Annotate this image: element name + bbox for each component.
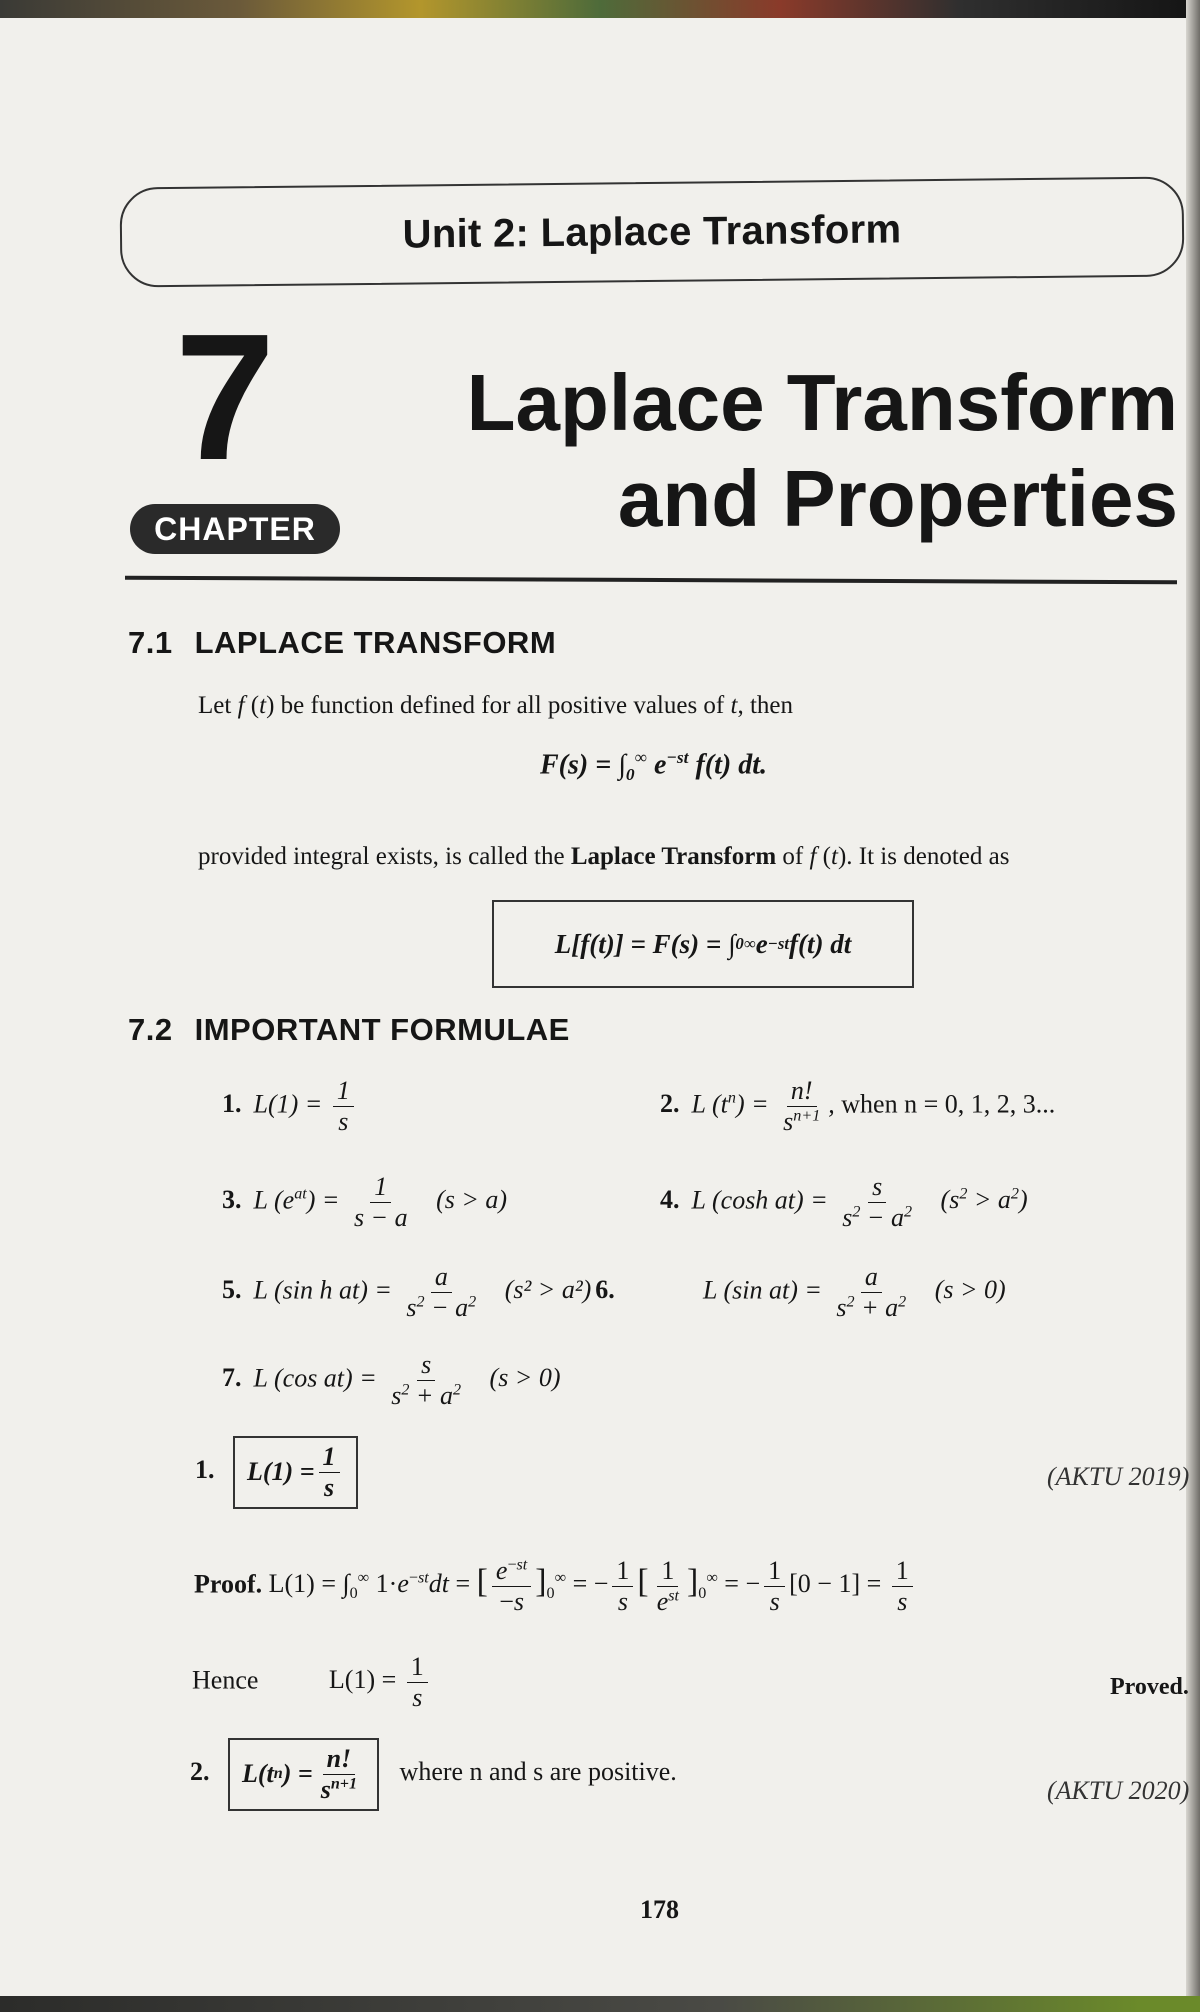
aktu-2020-tag: (AKTU 2020) [1047,1776,1190,1805]
formula-4: 4. L (cosh at) = $\frac{s}{s^2 - a^2}$ $(s^2 > a^2)$ [660,1172,1028,1232]
laplace-definition-formula: $F(s) = \int_0^\infty$ $e^{-st}$ f(t) dt. [540,748,768,784]
scan-top-edge [0,0,1200,18]
page-number: 178 [640,1895,679,1924]
hence-line: Hence L(1) = $\frac{1}{s}$ [192,1652,432,1713]
proved-label: Proved. [1110,1674,1189,1700]
section-number: 7.2 [128,1012,173,1047]
scan-right-edge [1186,0,1200,2012]
chapter-title-line2: and Properties [617,454,1178,543]
scan-bottom-edge [0,1996,1200,2012]
chapter-title-line1: Laplace Transform [466,358,1178,447]
unit-banner-text: Unit 2: Laplace Transform [402,206,902,257]
section-heading-7-1 [128,625,556,661]
formula-7: 7. L (cos at) = $\frac{s}{s^2 + a^2}$ (s > 0) [222,1350,561,1410]
section-title: LAPLACE TRANSFORM [194,625,557,660]
section-heading-7-2 [128,1012,570,1048]
chapter-divider [125,576,1177,585]
section-title: IMPORTANT FORMULAE [194,1012,570,1047]
section-number: 7.1 [128,625,173,660]
result-2: 2. L(t n ) = $\frac{n!}{s^{n+1}}$ where n and s are positive. [190,1738,677,1811]
intro-paragraph: Let f (t) be function defined for all positive values of t, then [198,692,794,719]
formula-3: 3. L $(e^{at})$ = $\frac{1}{s - a}$ (s > a) [222,1172,508,1232]
formula-1: 1. L(1) = $\frac{1}{s}$ [222,1076,358,1137]
chapter-label: CHAPTER [130,504,340,554]
aktu-2019-tag: (AKTU 2019) [1047,1462,1190,1491]
result-2-box: L(t n ) = $\frac{n!}{s^{n+1}}$ [228,1738,379,1811]
formula-6: L (sin at) = $\frac{a}{s^2 + a^2}$ (s > 0) [703,1262,1006,1322]
formula-2: 2. L $(t^n)$ = $\frac{n!}{s^{n+1}}$ , when n = 0, 1, 2, 3... [660,1076,1056,1136]
result-1-box: L(1) = $\frac{1}{s}$ [233,1436,358,1509]
formula-5: 5. L (sin h at) = $\frac{a}{s^2 - a^2}$ (s² > a²) 6. [222,1262,615,1322]
chapter-number: 7 [175,297,276,498]
laplace-notation-box: L[f(t)] = F(s) = ∫ 0 ∞ e −st f(t) dt [492,900,914,988]
unit-banner [120,176,1185,287]
result-1: 1. L(1) = $\frac{1}{s}$ [195,1436,358,1509]
proof-line: Proof. $L(1) = \int_0^\infty$ $1\cdot e^{-st}dt$ = [ $\frac{e^{-st}}{-s}$ ]$_0^\infty$ = − $\frac{1}{s}$ [ $\frac{1}{e^{st}}$ ]$_0^\infty$ = − $\frac{1}{s}$ [0 − 1] = $\frac{1}{s}$ [194,1556,917,1617]
chapter-title [467,355,1178,547]
provided-paragraph: provided integral exists, is called the Laplace Transform of f (t). It is denoted as [198,843,1010,870]
